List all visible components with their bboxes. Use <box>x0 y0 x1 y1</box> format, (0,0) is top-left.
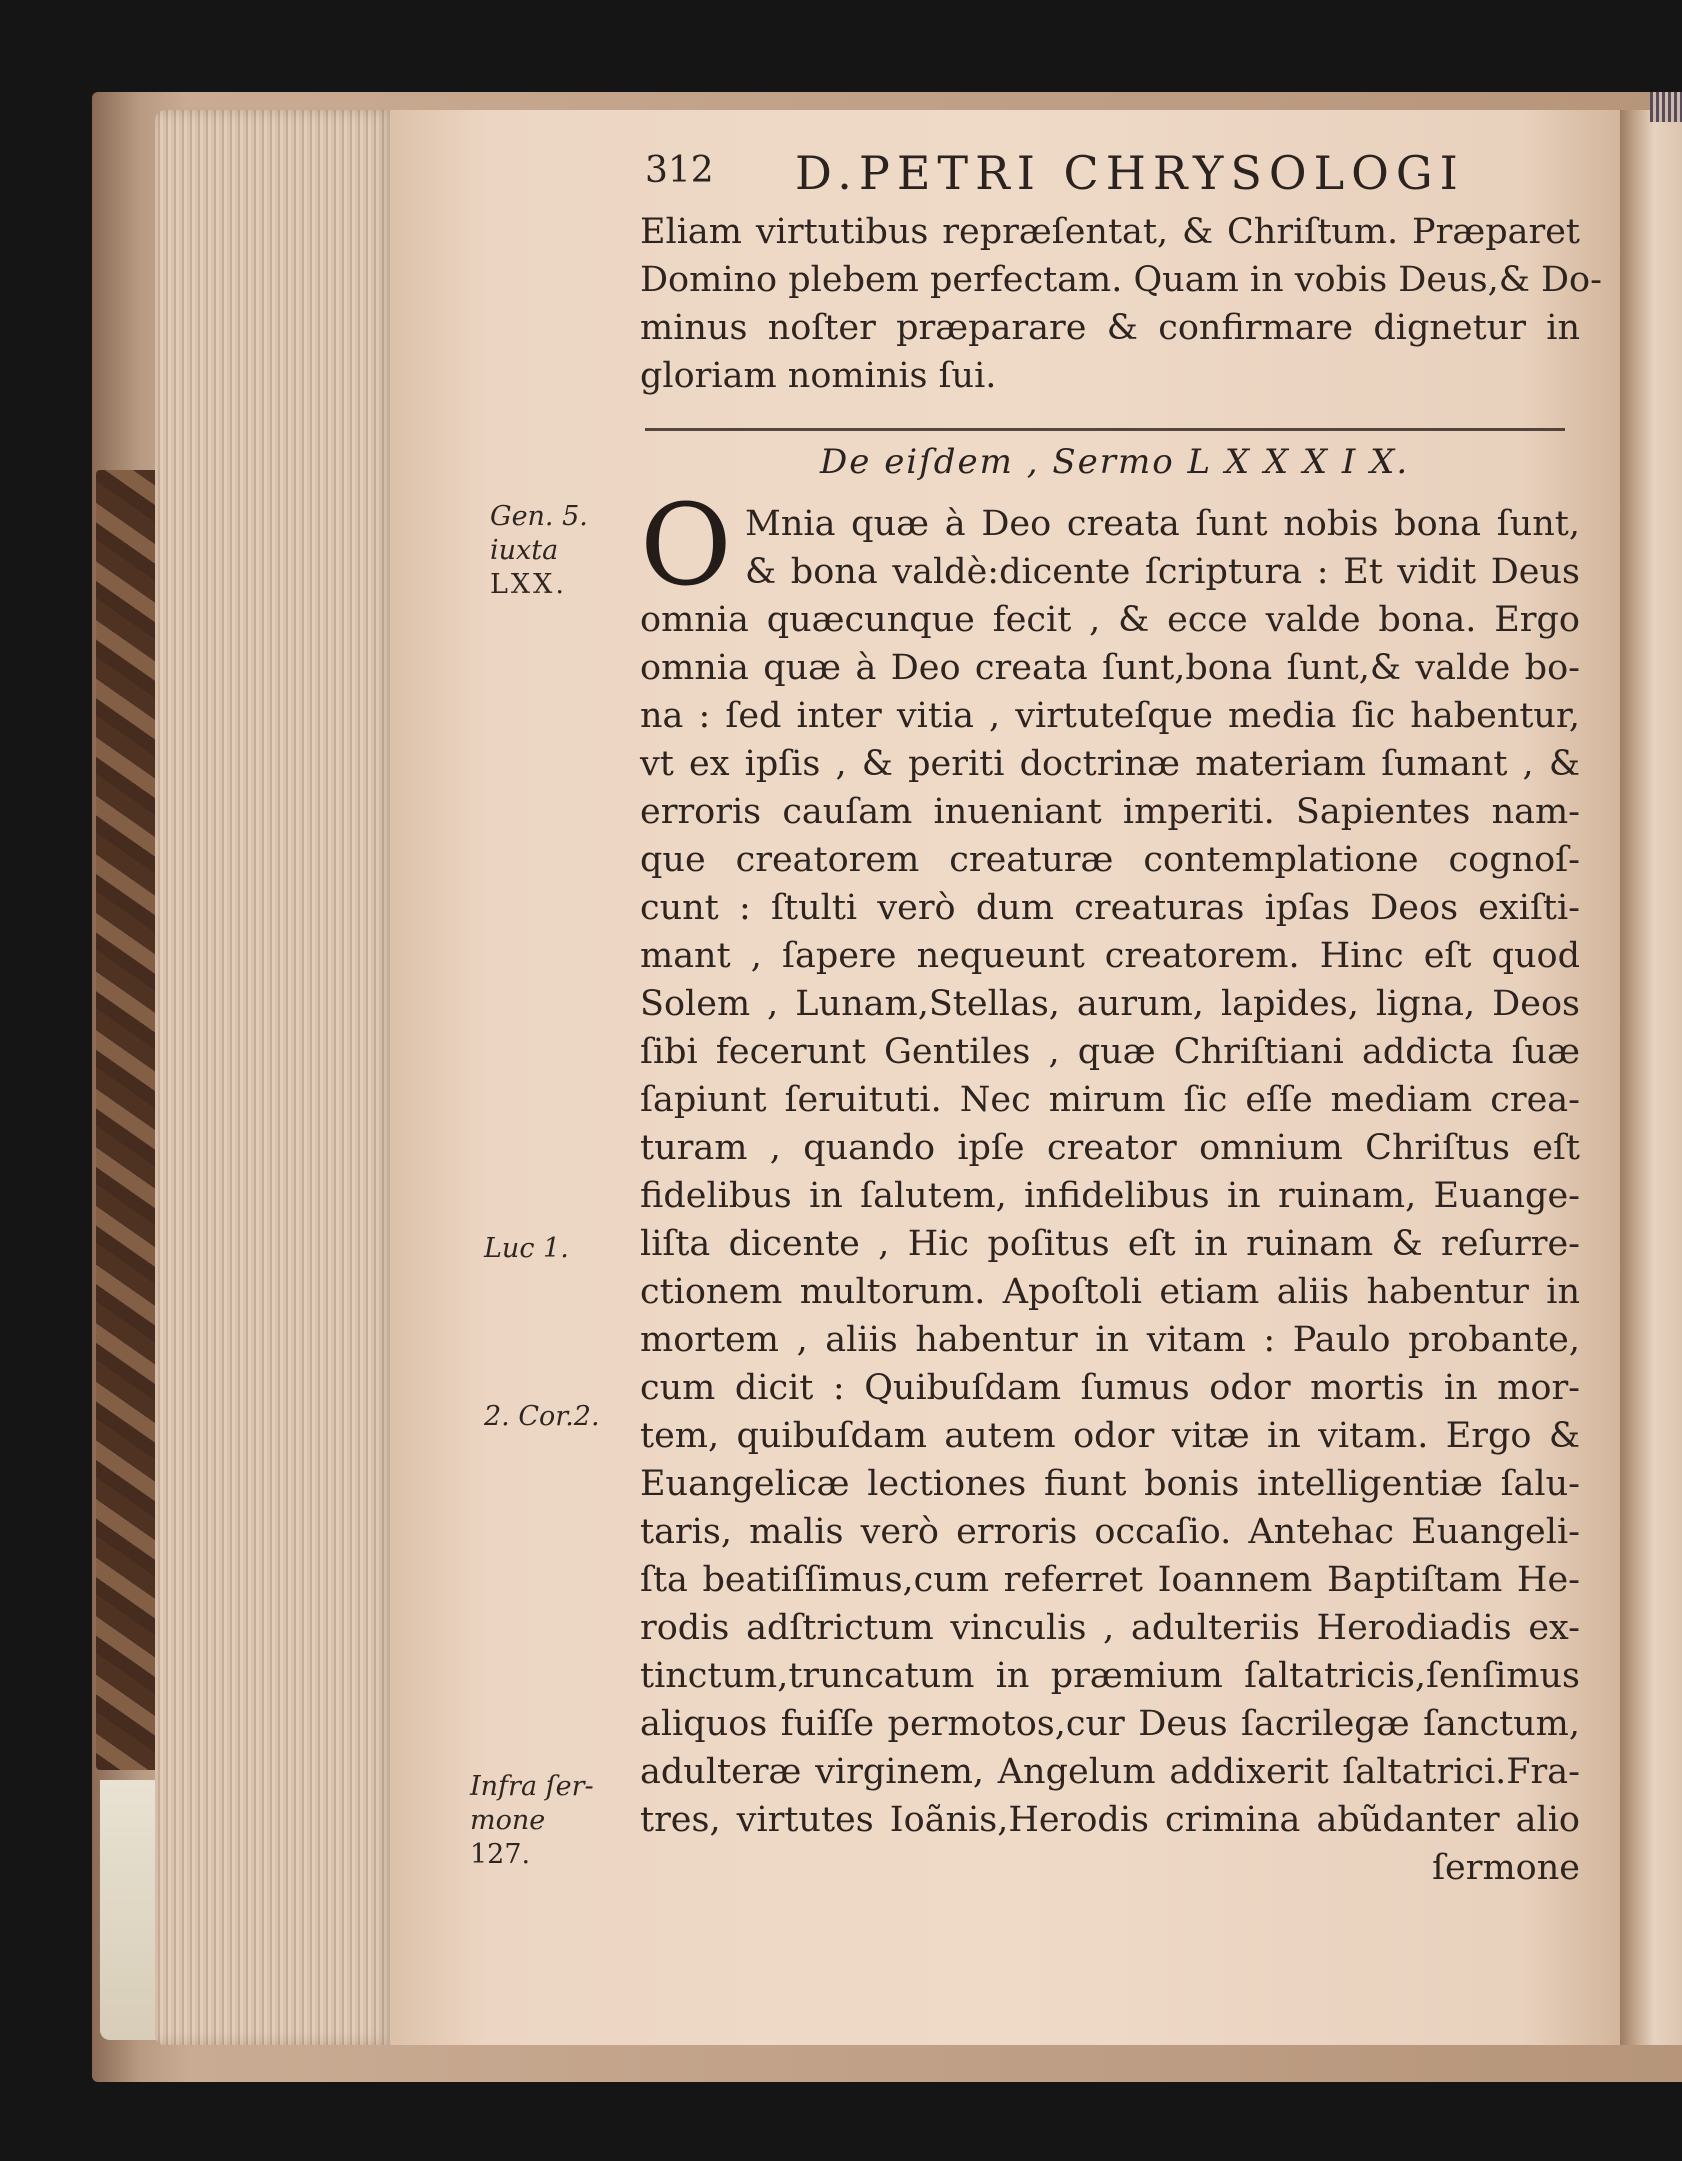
margin-note-line: mone <box>470 1805 546 1836</box>
text-line: mortem , aliis habentur in vitam : Paulo probante, <box>640 1320 1580 1360</box>
text-line: mant , ſapere nequeunt creatorem. Hinc eſt quod <box>640 936 1580 976</box>
text-line: Eliam virtutibus repræſentat, & Chriſtum. Præparet <box>640 212 1580 252</box>
text-line: minus noſter præparare & confirmare dignetur in <box>640 308 1580 348</box>
text-line: Mnia quæ à Deo creata ſunt nobis bona ſunt, <box>745 504 1580 544</box>
page-number: 312 <box>645 150 714 191</box>
text-line: & bona valdè:dicente ſcriptura : Et vidit Deus <box>745 552 1580 592</box>
section-heading: De eiſdem , Sermo L X X X I X. <box>820 442 1410 482</box>
margin-note-infra <box>470 1770 594 1872</box>
text-line: Solem , Lunam,Stellas, aurum, lapides, ligna, Deos <box>640 984 1580 1024</box>
cover-corner <box>100 1780 160 2040</box>
text-line: adulteræ virginem, Angelum addixerit ſaltatrici.Fra- <box>640 1752 1580 1792</box>
text-line: rodis adſtrictum vinculis , adulteriis Herodiadis ex- <box>640 1608 1580 1648</box>
text-line: tres, virtutes Ioãnis,Herodis crimina abũdanter alio <box>640 1800 1580 1840</box>
text-line: ſta beatiſſimus,cum referret Ioannem Baptiſtam He- <box>640 1560 1580 1600</box>
margin-note-line: LXX. <box>490 569 567 600</box>
text-line: vt ex ipſis , & periti doctrinæ materiam ſumant , & <box>640 744 1580 784</box>
text-line: que creatorem creaturæ contemplatione cognoſ- <box>640 840 1580 880</box>
text-line: ctionem multorum. Apoſtoli etiam aliis habentur in <box>640 1272 1580 1312</box>
section-rule <box>645 428 1565 431</box>
margin-note-line: Gen. 5. <box>490 501 588 532</box>
text-line: ſibi fecerunt Gentiles , quæ Chriſtiani addicta ſuæ <box>640 1032 1580 1072</box>
margin-note-line: 127. <box>470 1839 531 1870</box>
text-line: gloriam nominis ſui. <box>640 356 997 396</box>
facing-page-edge <box>1650 92 1682 122</box>
margin-note-line: Infra ſer- <box>470 1771 594 1802</box>
text-line: tem, quibuſdam autem odor vitæ in vitam. Ergo & <box>640 1416 1580 1456</box>
text-line: Euangelicæ lectiones fiunt bonis intelligentiæ ſalu- <box>640 1464 1580 1504</box>
running-title: D.PETRI CHRYSOLOGI <box>795 146 1465 200</box>
marbled-board <box>96 470 158 1770</box>
text-line: liſta dicente , Hic poſitus eſt in ruinam & reſurre- <box>640 1224 1580 1264</box>
text-line: ſapiunt ſeruituti. Nec mirum ſic eſſe mediam crea- <box>640 1080 1580 1120</box>
text-line: taris, malis verò erroris occaſio. Antehac Euangeli- <box>640 1512 1580 1552</box>
running-head <box>645 146 1485 206</box>
text-line: turam , quando ipſe creator omnium Chriſtus eſt <box>640 1128 1580 1168</box>
text-line: aliquos fuiſſe permotos,cur Deus ſacrilegæ ſanctum, <box>640 1704 1580 1744</box>
text-line: fidelibus in ſalutem, infidelibus in ruinam, Euange- <box>640 1176 1580 1216</box>
catchword: ſermone <box>1432 1848 1580 1888</box>
text-line: cum dicit : Quibuſdam ſumus odor mortis in mor- <box>640 1368 1580 1408</box>
margin-note-line: iuxta <box>490 535 559 566</box>
page-gutter <box>1620 110 1682 2045</box>
margin-note-gen <box>490 500 588 602</box>
drop-cap: O <box>640 481 732 611</box>
text-line: omnia quæcunque fecit , & ecce valde bona. Ergo <box>640 600 1580 640</box>
text-line: na : ſed inter vitia , virtuteſque media ſic habentur, <box>640 696 1580 736</box>
text-line: cunt : ſtulti verò dum creaturas ipſas Deos exiſti- <box>640 888 1580 928</box>
margin-note-cor: 2. Cor.2. <box>484 1401 600 1432</box>
text-line: erroris cauſam inueniant imperiti. Sapientes nam- <box>640 792 1580 832</box>
text-line: Domino plebem perfectam. Quam in vobis Deus,& Do- <box>640 260 1602 300</box>
text-line: tinctum,truncatum in præmium ſaltatricis,ſenſimus <box>640 1656 1580 1696</box>
text-line: omnia quæ à Deo creata ſunt,bona ſunt,& valde bo- <box>640 648 1580 688</box>
margin-note-luc: Luc 1. <box>484 1233 569 1264</box>
page-edges <box>155 110 395 2045</box>
